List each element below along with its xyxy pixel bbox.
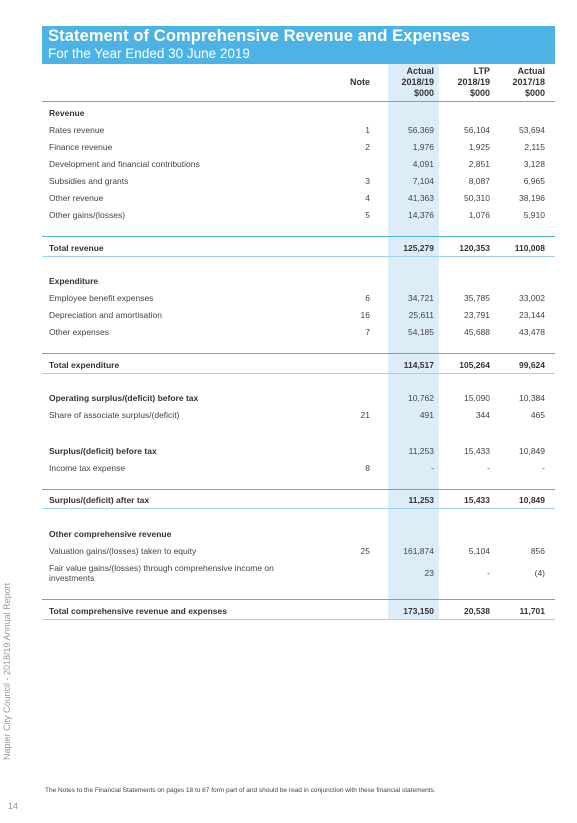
value-actual-2019: 41,363	[408, 193, 434, 203]
row-note: 16	[360, 310, 370, 320]
value-actual-2018: 99,624	[519, 360, 545, 370]
total-rule	[42, 599, 555, 600]
total-rule	[42, 489, 555, 490]
row-label: Other revenue	[49, 193, 104, 203]
row-note: 21	[360, 410, 370, 420]
col-actual-2019-header: Actual 2018/19 $000	[401, 66, 434, 98]
row-label: Income tax expense	[49, 463, 126, 473]
value-actual-2018: 10,849	[519, 446, 545, 456]
value-ltp-2019: 50,310	[464, 193, 490, 203]
row-label: Total revenue	[49, 243, 104, 253]
value-ltp-2019: 120,353	[459, 243, 490, 253]
total-rule	[42, 508, 555, 509]
row-label: Share of associate surplus/(deficit)	[49, 410, 180, 420]
value-actual-2019: 161,874	[403, 546, 434, 556]
value-ltp-2019: 23,791	[464, 310, 490, 320]
row-label: Revenue	[49, 108, 85, 118]
value-actual-2018: 33,002	[519, 293, 545, 303]
row-label: Valuation gains/(losses) taken to equity	[49, 546, 197, 556]
page-subtitle: For the Year Ended 30 June 2019	[48, 46, 250, 61]
value-actual-2018: 856	[530, 546, 545, 556]
value-actual-2018: 465	[530, 410, 545, 420]
row-label: Fair value gains/(losses) through comprehensive income on	[49, 563, 274, 573]
value-actual-2019: 1,976	[412, 142, 434, 152]
total-rule	[42, 236, 555, 237]
value-actual-2019: 4,091	[412, 159, 434, 169]
value-actual-2018: 3,128	[523, 159, 545, 169]
value-actual-2018: 43,478	[519, 327, 545, 337]
page-number: 14	[8, 801, 19, 811]
value-ltp-2019: -	[487, 568, 490, 578]
row-label: Expenditure	[49, 276, 99, 286]
value-actual-2019: 14,376	[408, 210, 434, 220]
row-label: Surplus/(deficit) after tax	[49, 495, 150, 505]
value-actual-2019: 114,517	[403, 360, 434, 370]
value-ltp-2019: 105,264	[459, 360, 490, 370]
row-label: Depreciation and amortisation	[49, 310, 162, 320]
value-actual-2019: 25,611	[408, 310, 434, 320]
page-title: Statement of Comprehensive Revenue and Expenses	[48, 27, 470, 45]
value-actual-2018: 38,196	[519, 193, 545, 203]
total-rule	[42, 619, 555, 620]
value-ltp-2019: 56,104	[464, 125, 490, 135]
value-actual-2019: 10,762	[408, 393, 434, 403]
value-actual-2018: 5,910	[523, 210, 545, 220]
row-note: 1	[365, 125, 370, 135]
value-ltp-2019: 20,538	[464, 606, 490, 616]
row-label: Development and financial contributions	[49, 159, 200, 169]
value-actual-2018: 6,965	[523, 176, 545, 186]
row-note: 8	[365, 463, 370, 473]
value-actual-2018: -	[542, 463, 545, 473]
value-ltp-2019: 15,090	[464, 393, 490, 403]
value-actual-2018: (4)	[534, 568, 545, 578]
col-ltp-2019-header: LTP 2018/19 $000	[457, 66, 490, 98]
row-label: Other gains/(losses)	[49, 210, 126, 220]
value-actual-2018: 23,144	[519, 310, 545, 320]
row-note: 5	[365, 210, 370, 220]
value-actual-2018: 11,701	[519, 606, 545, 616]
value-actual-2019: -	[431, 463, 434, 473]
header-rule	[42, 101, 555, 102]
row-note: 4	[365, 193, 370, 203]
row-label: Surplus/(deficit) before tax	[49, 446, 157, 456]
row-label: Total expenditure	[49, 360, 120, 370]
row-note: 6	[365, 293, 370, 303]
row-label-continued: investments	[49, 573, 95, 583]
value-actual-2019: 54,185	[408, 327, 434, 337]
value-ltp-2019: 1,925	[468, 142, 490, 152]
row-note: 7	[365, 327, 370, 337]
value-actual-2019: 34,721	[408, 293, 434, 303]
value-actual-2018: 2,115	[524, 142, 545, 152]
value-ltp-2019: 8,087	[468, 176, 490, 186]
value-actual-2019: 11,253	[408, 446, 434, 456]
value-ltp-2019: -	[487, 463, 490, 473]
value-actual-2019: 491	[419, 410, 434, 420]
value-actual-2018: 110,008	[514, 243, 545, 253]
statement-header	[42, 26, 555, 64]
col-note-header: Note	[350, 77, 370, 87]
value-actual-2019: 7,104	[412, 176, 434, 186]
row-label: Operating surplus/(deficit) before tax	[49, 393, 199, 403]
row-label: Employee benefit expenses	[49, 293, 154, 303]
value-ltp-2019: 15,433	[464, 446, 490, 456]
row-label: Other comprehensive revenue	[49, 529, 172, 539]
row-label: Subsidies and grants	[49, 176, 129, 186]
value-ltp-2019: 5,104	[468, 546, 490, 556]
total-rule	[42, 256, 555, 257]
row-label: Finance revenue	[49, 142, 113, 152]
value-ltp-2019: 2,851	[468, 159, 490, 169]
value-ltp-2019: 15,433	[464, 495, 490, 505]
value-actual-2019: 125,279	[403, 243, 434, 253]
row-label: Total comprehensive revenue and expenses	[49, 606, 227, 616]
value-ltp-2019: 344	[475, 410, 490, 420]
row-note: 3	[365, 176, 370, 186]
row-note: 2	[365, 142, 370, 152]
footnote: The Notes to the Financial Statements on pages 18 to 67 form part of and should be read in conjunction with these financial statements.	[45, 787, 436, 794]
value-ltp-2019: 45,688	[464, 327, 490, 337]
total-rule	[42, 353, 555, 354]
value-actual-2018: 53,694	[519, 125, 545, 135]
value-actual-2019: 56,369	[408, 125, 434, 135]
col-actual-2018-header: Actual 2017/18 $000	[512, 66, 545, 98]
total-rule	[42, 373, 555, 374]
row-note: 25	[360, 546, 370, 556]
row-label: Other expenses	[49, 327, 110, 337]
value-actual-2019: 173,150	[403, 606, 434, 616]
value-actual-2018: 10,384	[519, 393, 545, 403]
row-label: Rates revenue	[49, 125, 105, 135]
value-actual-2018: 10,849	[519, 495, 545, 505]
value-actual-2019: 23	[424, 568, 434, 578]
value-ltp-2019: 35,785	[464, 293, 490, 303]
value-actual-2019: 11,253	[408, 495, 434, 505]
value-ltp-2019: 1,076	[468, 210, 490, 220]
